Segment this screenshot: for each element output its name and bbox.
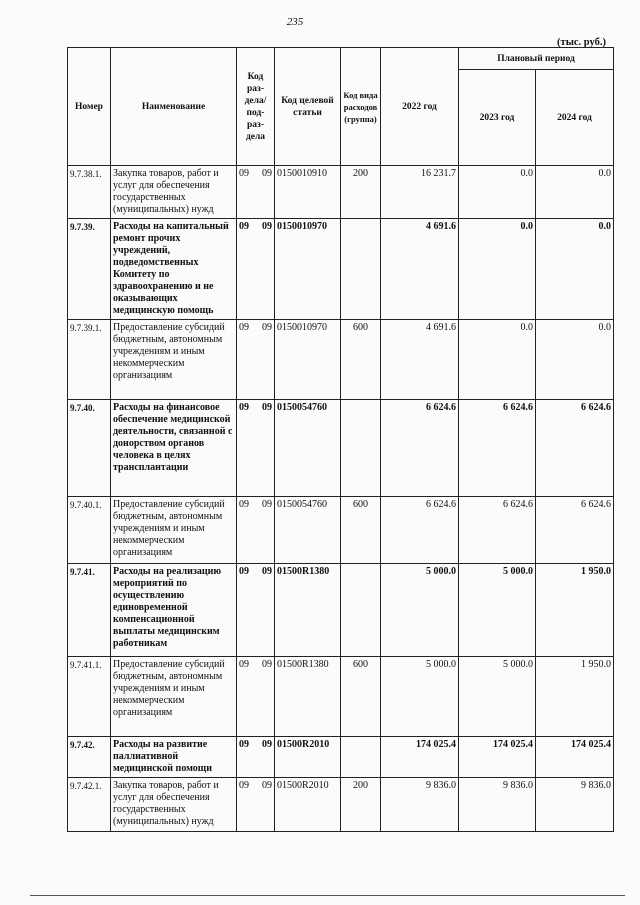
row-subsection: 09 <box>262 322 272 333</box>
row-section-code <box>237 564 275 657</box>
row-number: 9.7.41. <box>68 564 111 657</box>
row-expense-type-code <box>341 400 381 497</box>
row-number: 9.7.42.1. <box>68 778 111 832</box>
row-section: 09 <box>239 402 249 413</box>
row-target-code: 01500R2010 <box>275 778 341 832</box>
row-number: 9.7.40. <box>68 400 111 497</box>
row-value-2023: 6 624.6 <box>459 497 536 564</box>
row-value-2023: 5 000.0 <box>459 564 536 657</box>
header-section-code: Код раз- дела/ под- раз- дела <box>237 48 275 166</box>
row-target-code: 0150010970 <box>275 219 341 320</box>
header-year-2024: 2024 год <box>536 70 614 166</box>
row-expense-type-code: 200 <box>341 166 381 219</box>
row-target-code: 0150054760 <box>275 400 341 497</box>
row-section: 09 <box>239 659 249 670</box>
row-value-2024: 0.0 <box>536 219 614 320</box>
row-value-2022: 16 231.7 <box>381 166 459 219</box>
row-subsection: 09 <box>262 402 272 413</box>
row-value-2024: 1 950.0 <box>536 564 614 657</box>
row-value-2024: 0.0 <box>536 166 614 219</box>
row-name: Расходы на реализацию мероприятий по осуществлению единовременной компенсационной выплаты медицинским работникам <box>111 564 237 657</box>
budget-table <box>67 47 614 832</box>
row-name: Расходы на развитие паллиативной медицинской помощи <box>111 737 237 778</box>
row-value-2022: 5 000.0 <box>381 657 459 737</box>
row-value-2024: 174 025.4 <box>536 737 614 778</box>
row-value-2022: 6 624.6 <box>381 497 459 564</box>
row-value-2023: 0.0 <box>459 166 536 219</box>
row-subsection: 09 <box>262 566 272 577</box>
row-value-2022: 6 624.6 <box>381 400 459 497</box>
row-section: 09 <box>239 566 249 577</box>
table-row <box>68 737 614 778</box>
row-number: 9.7.39.1. <box>68 320 111 400</box>
row-name: Предоставление субсидий бюджетным, автономным учреждениям и иным некоммерческим организациям <box>111 657 237 737</box>
header-year-2022: 2022 год <box>381 48 459 166</box>
row-subsection: 09 <box>262 168 272 179</box>
row-value-2023: 6 624.6 <box>459 400 536 497</box>
header-target-code: Код целевой статьи <box>275 48 341 166</box>
row-expense-type-code: 600 <box>341 497 381 564</box>
units-label: (тыс. руб.) <box>557 37 606 48</box>
row-section-code <box>237 497 275 564</box>
row-subsection: 09 <box>262 780 272 791</box>
row-value-2023: 0.0 <box>459 219 536 320</box>
row-value-2023: 174 025.4 <box>459 737 536 778</box>
header-planning-period: Плановый период <box>459 48 614 70</box>
row-value-2023: 9 836.0 <box>459 778 536 832</box>
table-row <box>68 564 614 657</box>
row-number: 9.7.38.1. <box>68 166 111 219</box>
row-expense-type-code: 600 <box>341 320 381 400</box>
row-name: Расходы на финансовое обеспечение медицинской деятельности, связанной с донорством органов человека в целях трансплантации <box>111 400 237 497</box>
row-name: Расходы на капитальный ремонт прочих учреждений, подведомственных Комитету по здравоохранению и не оказывающих медицинскую помощь <box>111 219 237 320</box>
header-name: Наименование <box>111 48 237 166</box>
header-year-2023: 2023 год <box>459 70 536 166</box>
row-target-code: 01500R2010 <box>275 737 341 778</box>
table-row <box>68 497 614 564</box>
row-expense-type-code: 600 <box>341 657 381 737</box>
row-name: Предоставление субсидий бюджетным, автономным учреждениям и иным некоммерческим организациям <box>111 320 237 400</box>
row-value-2022: 4 691.6 <box>381 320 459 400</box>
row-expense-type-code: 200 <box>341 778 381 832</box>
row-number: 9.7.41.1. <box>68 657 111 737</box>
row-target-code: 01500R1380 <box>275 657 341 737</box>
row-number: 9.7.40.1. <box>68 497 111 564</box>
table-row <box>68 657 614 737</box>
row-value-2024: 1 950.0 <box>536 657 614 737</box>
row-target-code: 0150054760 <box>275 497 341 564</box>
row-value-2023: 0.0 <box>459 320 536 400</box>
header-number: Номер <box>68 48 111 166</box>
row-section-code <box>237 166 275 219</box>
row-section-code <box>237 400 275 497</box>
row-section: 09 <box>239 322 249 333</box>
row-subsection: 09 <box>262 499 272 510</box>
row-target-code: 0150010970 <box>275 320 341 400</box>
footer-divider <box>30 895 625 896</box>
row-section: 09 <box>239 499 249 510</box>
row-section: 09 <box>239 221 249 232</box>
page-number: 235 <box>286 16 304 28</box>
table-row <box>68 166 614 219</box>
row-subsection: 09 <box>262 659 272 670</box>
row-name: Закупка товаров, работ и услуг для обеспечения государственных (муниципальных) нужд <box>111 166 237 219</box>
row-expense-type-code <box>341 219 381 320</box>
row-value-2023: 5 000.0 <box>459 657 536 737</box>
row-value-2022: 5 000.0 <box>381 564 459 657</box>
table-row <box>68 778 614 832</box>
row-section-code <box>237 657 275 737</box>
row-section-code <box>237 778 275 832</box>
row-section-code <box>237 737 275 778</box>
row-section-code <box>237 320 275 400</box>
row-value-2022: 9 836.0 <box>381 778 459 832</box>
row-target-code: 01500R1380 <box>275 564 341 657</box>
row-value-2022: 4 691.6 <box>381 219 459 320</box>
table-row <box>68 219 614 320</box>
row-target-code: 0150010910 <box>275 166 341 219</box>
row-expense-type-code <box>341 737 381 778</box>
row-value-2024: 6 624.6 <box>536 400 614 497</box>
row-section: 09 <box>239 168 249 179</box>
row-section: 09 <box>239 739 249 750</box>
row-subsection: 09 <box>262 739 272 750</box>
row-value-2024: 6 624.6 <box>536 497 614 564</box>
header-expense-type-code: Код вида расходов (группа) <box>341 48 381 166</box>
row-section-code <box>237 219 275 320</box>
row-subsection: 09 <box>262 221 272 232</box>
row-value-2024: 0.0 <box>536 320 614 400</box>
row-name: Предоставление субсидий бюджетным, автономным учреждениям и иным некоммерческим организациям <box>111 497 237 564</box>
table-row <box>68 320 614 400</box>
row-value-2024: 9 836.0 <box>536 778 614 832</box>
row-number: 9.7.39. <box>68 219 111 320</box>
row-section: 09 <box>239 780 249 791</box>
row-expense-type-code <box>341 564 381 657</box>
row-value-2022: 174 025.4 <box>381 737 459 778</box>
row-name: Закупка товаров, работ и услуг для обеспечения государственных (муниципальных) нужд <box>111 778 237 832</box>
table-row <box>68 400 614 497</box>
row-number: 9.7.42. <box>68 737 111 778</box>
